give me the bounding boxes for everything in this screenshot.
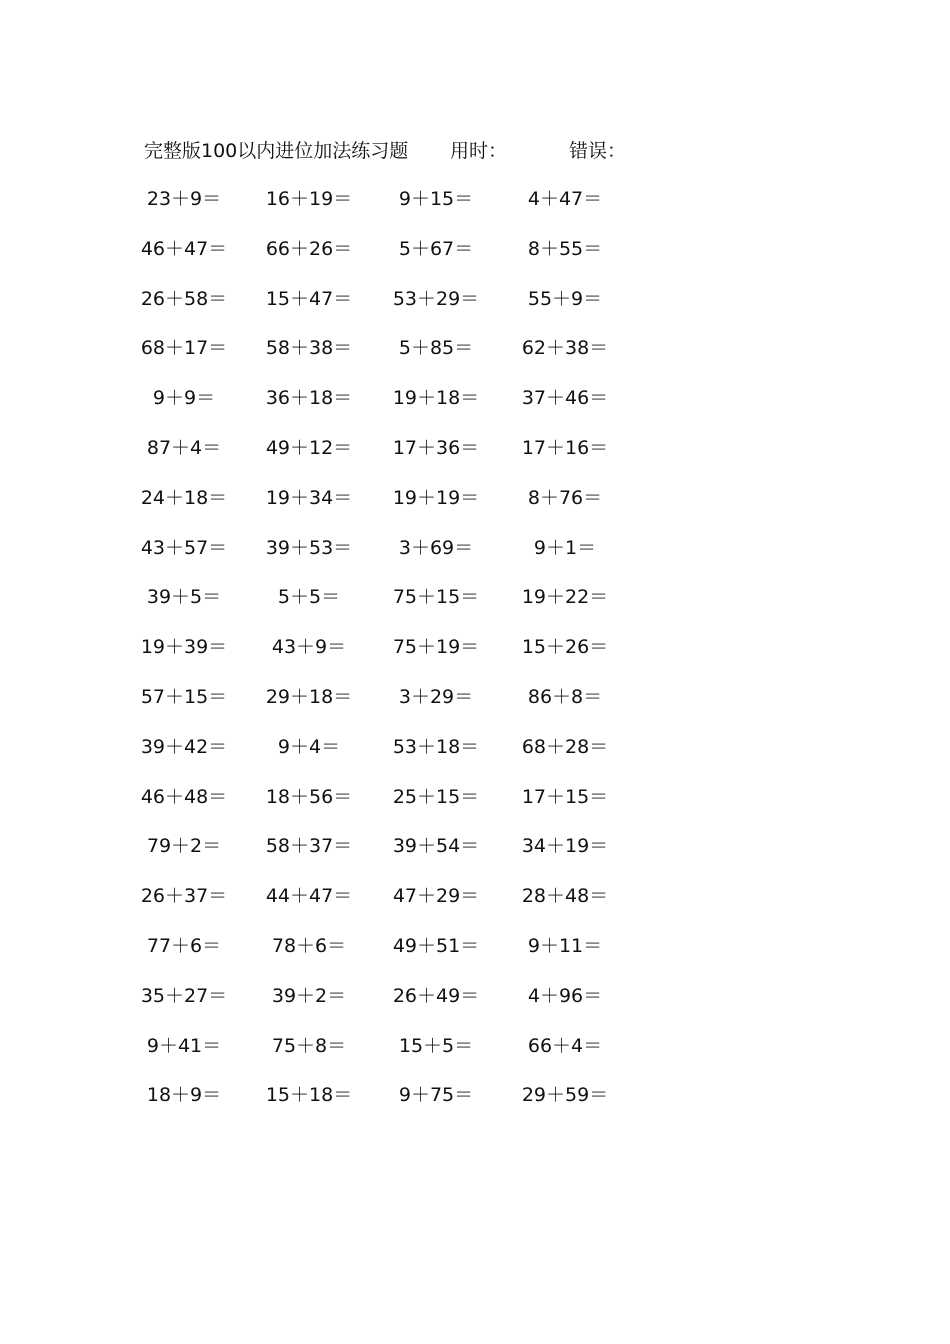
problem-grid: [0, 184, 950, 1130]
time-used-label: 用时：: [450, 140, 508, 162]
addition-problem: 9＋1＝: [533, 536, 597, 559]
addition-problem: 15＋47＝: [265, 287, 353, 310]
addition-problem: 34＋19＝: [521, 835, 609, 858]
addition-problem: 19＋39＝: [140, 636, 228, 659]
addition-problem: 9＋4＝: [277, 735, 341, 758]
addition-problem: 9＋75＝: [398, 1084, 474, 1107]
problem-row: [0, 632, 950, 682]
addition-problem: 25＋15＝: [392, 785, 480, 808]
addition-problem: 86＋8＝: [527, 685, 603, 708]
addition-problem: 79＋2＝: [146, 835, 222, 858]
addition-problem: 66＋26＝: [265, 237, 353, 260]
addition-problem: 8＋55＝: [527, 237, 603, 260]
addition-problem: 53＋18＝: [392, 735, 480, 758]
problem-row: [0, 782, 950, 832]
addition-problem: 39＋42＝: [140, 735, 228, 758]
errors-label: 错误：: [569, 140, 627, 162]
addition-problem: 39＋5＝: [146, 586, 222, 609]
addition-problem: 3＋29＝: [398, 685, 474, 708]
problem-row: [0, 931, 950, 981]
addition-problem: 26＋49＝: [392, 984, 480, 1007]
addition-problem: 24＋18＝: [140, 486, 228, 509]
addition-problem: 78＋6＝: [271, 934, 347, 957]
addition-problem: 16＋19＝: [265, 188, 353, 210]
worksheet-title: 完整版100以内进位加法练习题: [144, 140, 409, 162]
addition-problem: 75＋15＝: [392, 586, 480, 609]
addition-problem: 36＋18＝: [265, 387, 353, 410]
addition-problem: 39＋54＝: [392, 835, 480, 858]
addition-problem: 87＋4＝: [146, 436, 222, 459]
addition-problem: 5＋5＝: [277, 586, 341, 609]
addition-problem: 68＋28＝: [521, 735, 609, 758]
addition-problem: 18＋56＝: [265, 785, 353, 808]
problem-row: [0, 433, 950, 483]
addition-problem: 4＋47＝: [527, 188, 603, 210]
addition-problem: 26＋58＝: [140, 287, 228, 310]
addition-problem: 8＋76＝: [527, 486, 603, 509]
addition-problem: 15＋26＝: [521, 636, 609, 659]
addition-problem: 29＋59＝: [521, 1084, 609, 1107]
addition-problem: 23＋9＝: [146, 188, 222, 210]
addition-problem: 44＋47＝: [265, 885, 353, 908]
addition-problem: 19＋34＝: [265, 486, 353, 509]
problem-row: [0, 184, 950, 234]
addition-problem: 43＋57＝: [140, 536, 228, 559]
addition-problem: 18＋9＝: [146, 1084, 222, 1107]
addition-problem: 66＋4＝: [527, 1034, 603, 1057]
addition-problem: 68＋17＝: [140, 337, 228, 360]
problem-row: [0, 1031, 950, 1081]
addition-problem: 58＋37＝: [265, 835, 353, 858]
addition-problem: 3＋69＝: [398, 536, 474, 559]
addition-problem: 43＋9＝: [271, 636, 347, 659]
addition-problem: 4＋96＝: [527, 984, 603, 1007]
problem-row: [0, 333, 950, 383]
addition-problem: 77＋6＝: [146, 934, 222, 957]
addition-problem: 5＋67＝: [398, 237, 474, 260]
addition-problem: 15＋5＝: [398, 1034, 474, 1057]
worksheet-header: [144, 137, 664, 165]
addition-problem: 53＋29＝: [392, 287, 480, 310]
addition-problem: 49＋51＝: [392, 934, 480, 957]
addition-problem: 9＋9＝: [152, 387, 216, 410]
problem-row: [0, 881, 950, 931]
addition-problem: 37＋46＝: [521, 387, 609, 410]
problem-row: [0, 732, 950, 782]
addition-problem: 17＋36＝: [392, 436, 480, 459]
addition-problem: 26＋37＝: [140, 885, 228, 908]
addition-problem: 46＋48＝: [140, 785, 228, 808]
addition-problem: 15＋18＝: [265, 1084, 353, 1107]
addition-problem: 9＋41＝: [146, 1034, 222, 1057]
addition-problem: 19＋19＝: [392, 486, 480, 509]
problem-row: [0, 284, 950, 334]
addition-problem: 39＋53＝: [265, 536, 353, 559]
addition-problem: 55＋9＝: [527, 287, 603, 310]
problem-row: [0, 383, 950, 433]
problem-row: [0, 981, 950, 1031]
addition-problem: 9＋15＝: [398, 188, 474, 210]
addition-problem: 28＋48＝: [521, 885, 609, 908]
problem-row: [0, 1080, 950, 1130]
addition-problem: 62＋38＝: [521, 337, 609, 360]
addition-problem: 58＋38＝: [265, 337, 353, 360]
addition-problem: 46＋47＝: [140, 237, 228, 260]
addition-problem: 75＋8＝: [271, 1034, 347, 1057]
addition-problem: 5＋85＝: [398, 337, 474, 360]
addition-problem: 49＋12＝: [265, 436, 353, 459]
addition-problem: 19＋18＝: [392, 387, 480, 410]
addition-problem: 9＋11＝: [527, 934, 603, 957]
problem-row: [0, 582, 950, 632]
problem-row: [0, 483, 950, 533]
problem-row: [0, 234, 950, 284]
addition-problem: 17＋16＝: [521, 436, 609, 459]
addition-problem: 39＋2＝: [271, 984, 347, 1007]
addition-problem: 75＋19＝: [392, 636, 480, 659]
addition-problem: 57＋15＝: [140, 685, 228, 708]
problem-row: [0, 682, 950, 732]
addition-problem: 35＋27＝: [140, 984, 228, 1007]
problem-row: [0, 533, 950, 583]
addition-problem: 17＋15＝: [521, 785, 609, 808]
addition-problem: 19＋22＝: [521, 586, 609, 609]
addition-problem: 29＋18＝: [265, 685, 353, 708]
problem-row: [0, 831, 950, 881]
addition-problem: 47＋29＝: [392, 885, 480, 908]
